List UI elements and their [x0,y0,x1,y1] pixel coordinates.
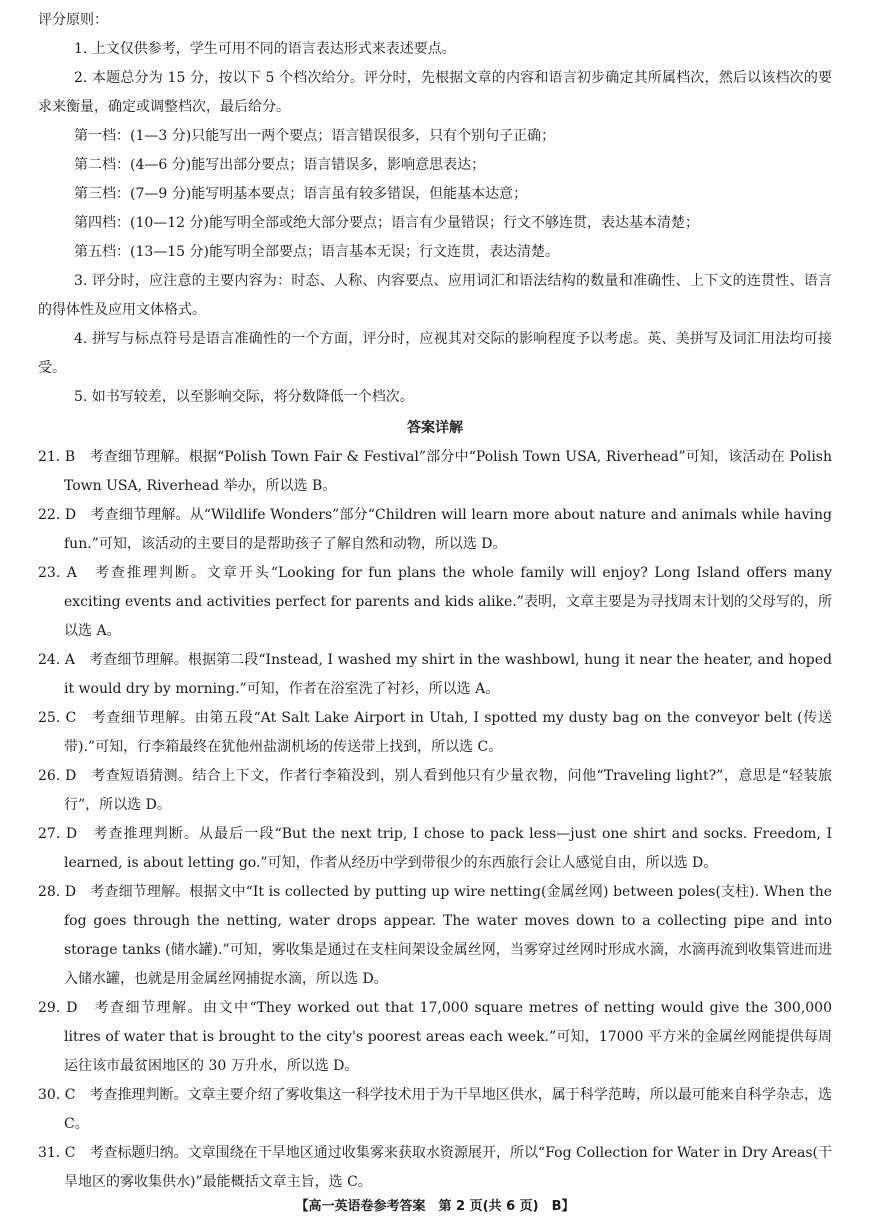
document-page [38,6,832,1197]
answer-item: 22. D 考查细节理解。从“Wildlife Wonders”部分“Children will learn more about nature and animals while having fun.”可知，该活动的主要目的是帮助孩子了解自然和动物，所以选 D。 [38,507,832,552]
grade-level: 第五档：(13—15 分)能写明全部要点；语言基本无误；行文连贯，表达清楚。 [74,244,560,260]
answer-item: 26. D 考查短语猜测。结合上下文，作者行李箱没到，别人看到他只有少量衣物，问他“Traveling light?”，意思是“轻装旅行”，所以选 D。 [38,768,832,813]
rule-item: 4. 拼写与标点符号是语言准确性的一个方面，评分时，应视其对交际的影响程度予以考虑。英、美拼写及词汇用法均可接受。 [38,331,832,376]
answer-item: 28. D 考查细节理解。根据文中“It is collected by putting up wire netting(金属丝网) between poles(支柱). When the fog goes through the netting, water drops appear. The water moves down to a collecting pipe and into storage tanks (储水罐).”可知，雾收集是通过在支柱间架设金属丝网，当雾穿过丝网时形成水滴，水滴再流到收集管进而进入储水罐，也就是用金属丝网捕捉水滴，所以选 D。 [38,884,832,987]
answers-heading: 答案详解 [407,420,463,436]
answer-item: 29. D 考查细节理解。由文中“They worked out that 17,000 square metres of netting would give the 300,000 litres of water that is brought to the city's poorest areas each week.”可知，17000 平方米的金属丝网能提供每周运往该市最贫困地区的 30 万升水，所以选 D。 [38,1000,832,1074]
answer-item: 24. A 考查细节理解。根据第二段“Instead, I washed my shirt in the washbowl, hung it near the heater, and hoped it would dry by morning.”可知，作者在浴室洗了衬衫，所以选 A。 [38,652,832,697]
answer-item: 27. D 考查推理判断。从最后一段“But the next trip, I chose to pack less—just one shirt and socks. Freedom, I learned, is about letting go.”可知，作者从经历中学到带很少的东西旅行会让人感觉自由，所以选 D。 [38,826,832,871]
rule-item: 1. 上文仅供参考，学生可用不同的语言表达形式来表述要点。 [74,41,456,57]
rules-title: 评分原则： [38,12,108,28]
rule-item: 3. 评分时，应注意的主要内容为：时态、人称、内容要点、应用词汇和语法结构的数量和准确性、上下文的连贯性、语言的得体性及应用文体格式。 [38,273,832,318]
grade-level: 第一档：(1—3 分)只能写出一两个要点；语言错误很多，只有个别句子正确； [74,128,556,144]
rule-item: 5. 如书写较差，以至影响交际，将分数降低一个档次。 [74,389,414,405]
grade-level: 第四档：(10—12 分)能写明全部或绝大部分要点；语言有少量错误；行文不够连贯，表达基本清楚； [74,215,700,231]
answer-item: 25. C 考查细节理解。由第五段“At Salt Lake Airport in Utah, I spotted my dusty bag on the conveyor belt (传送带).”可知，行李箱最终在犹他州盐湖机场的传送带上找到，所以选 C。 [38,710,832,755]
rule-item: 2. 本题总分为 15 分，按以下 5 个档次给分。评分时，先根据文章的内容和语言初步确定其所属档次，然后以该档次的要求来衡量，确定或调整档次，最后给分。 [38,70,832,115]
answer-item: 23. A 考查推理判断。文章开头“Looking for fun plans the whole family will enjoy? Long Island offers many exciting events and activities perfect for parents and kids alike.”表明，文章主要是为寻找周末计划的父母写的，所以选 A。 [38,565,832,639]
answer-item: 30. C 考查推理判断。文章主要介绍了雾收集这一科学技术用于为干旱地区供水，属于科学范畴，所以最可能来自科学杂志，选 C。 [38,1087,832,1132]
grade-level: 第三档：(7—9 分)能写明基本要点；语言虽有较多错误，但能基本达意； [74,186,528,202]
page-footer: 【高一英语卷参考答案 第 2 页(共 6 页) B】 [295,1199,575,1214]
answer-item: 21. B 考查细节理解。根据“Polish Town Fair & Festival”部分中“Polish Town USA, Riverhead”可知，该活动在 Polish Town USA, Riverhead 举办，所以选 B。 [38,449,832,494]
grade-level: 第二档：(4—6 分)能写出部分要点；语言错误多，影响意思表达； [74,157,486,173]
answer-item: 31. C 考查标题归纳。文章围绕在干旱地区通过收集雾来获取水资源展开，所以“Fog Collection for Water in Dry Areas(干旱地区的雾收集供水)”最能概括文章主旨，选 C。 [38,1145,832,1190]
